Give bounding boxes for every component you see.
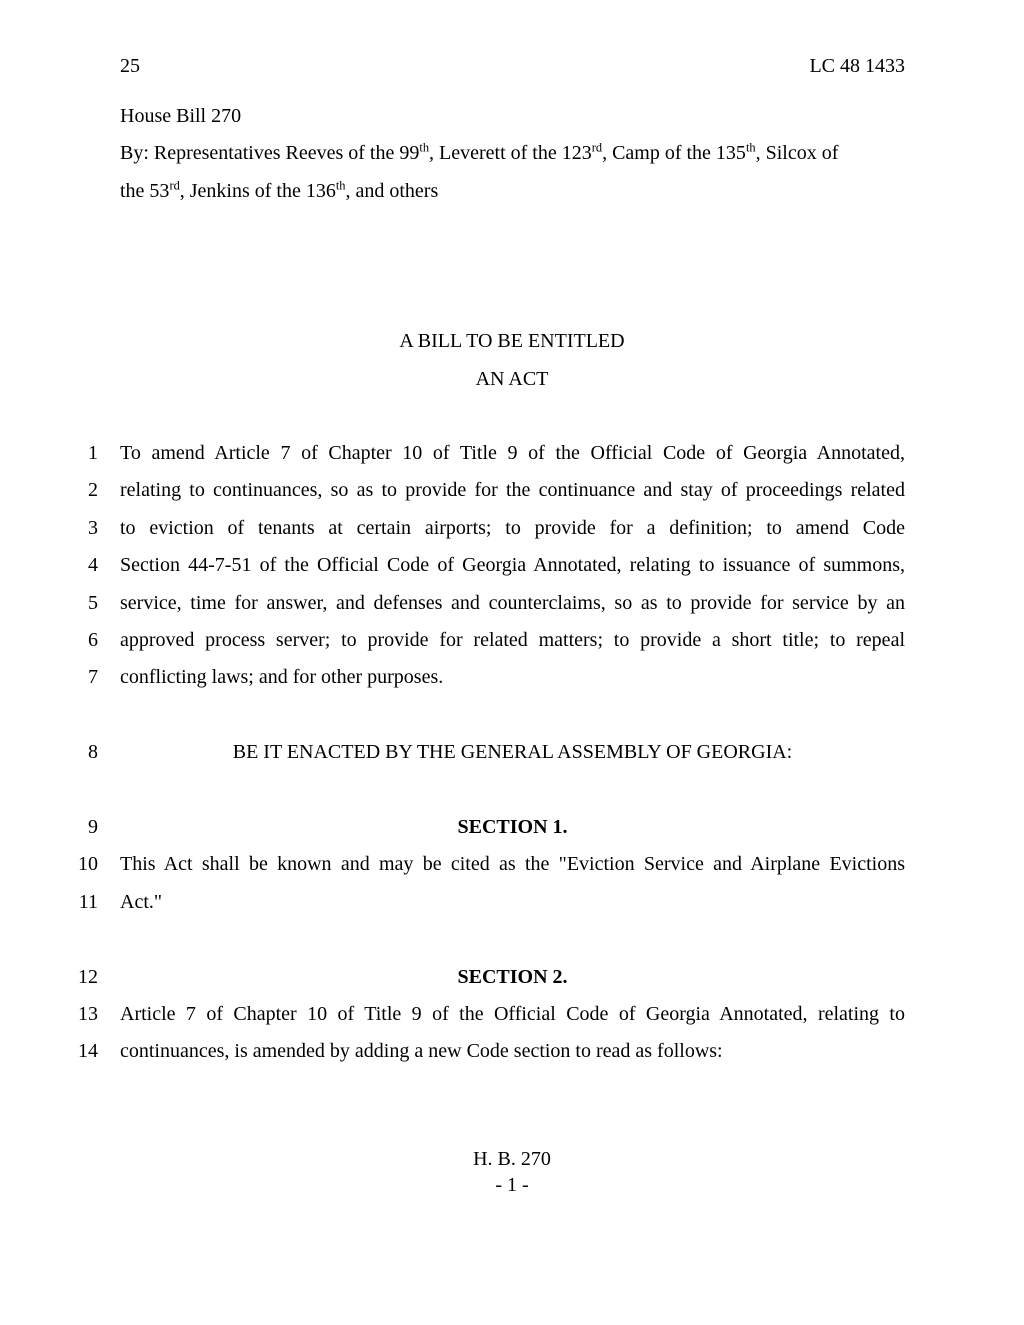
- line-text: Article 7 of Chapter 10 of Title 9 of the Official Code of Georgia Annotated, relating to: [120, 1003, 905, 1026]
- bill-line-row: [0, 547, 1024, 584]
- sponsors-byline: [120, 135, 920, 210]
- byline-line: [120, 135, 920, 172]
- line-number: 11: [78, 890, 98, 913]
- footer-page-marker: - 1 -: [495, 1173, 529, 1196]
- bill-line-row: [0, 959, 1024, 996]
- ordinal-superscript: rd: [591, 140, 603, 155]
- ordinal-superscript: th: [335, 178, 346, 193]
- entitled-heading: A BILL TO BE ENTITLED: [399, 330, 625, 353]
- line-text: Section 44-7-51 of the Official Code of Georgia Annotated, relating to issuance of summons,: [120, 554, 905, 577]
- ordinal-superscript: th: [419, 140, 430, 155]
- page-number: 25: [120, 55, 140, 77]
- doc-code: LC 48 1433: [809, 55, 905, 77]
- line-number: 1: [88, 442, 98, 465]
- bill-line-row: [0, 884, 1024, 921]
- byline-text: By: Representatives Reeves of the 99: [120, 142, 420, 165]
- bill-line-row: [0, 622, 1024, 659]
- line-number: 10: [78, 853, 98, 876]
- line-number: 9: [88, 816, 98, 839]
- line-number: 4: [88, 554, 98, 577]
- bill-title: House Bill 270: [120, 105, 242, 127]
- line-number: 12: [78, 965, 98, 988]
- section-heading: SECTION 2.: [457, 965, 568, 988]
- ordinal-superscript: th: [745, 140, 756, 155]
- bill-line-row: [0, 996, 1024, 1033]
- line-text: Act.": [120, 890, 163, 913]
- line-text: This Act shall be known and may be cited as the "Eviction Service and Airplane Evictions: [120, 853, 905, 876]
- line-number: 5: [88, 591, 98, 614]
- line-text: conflicting laws; and for other purposes.: [120, 666, 444, 689]
- byline-text: , Silcox of: [755, 142, 839, 165]
- byline-text: , Leverett of the 123: [429, 142, 592, 165]
- bill-line-row: [0, 809, 1024, 846]
- act-heading: AN ACT: [475, 367, 549, 390]
- bill-line-row: [0, 1033, 1024, 1070]
- byline-text: , Jenkins of the 136: [179, 179, 336, 202]
- line-number: 6: [88, 629, 98, 652]
- document-footer: [0, 1146, 1024, 1198]
- byline-text: , and others: [345, 179, 439, 202]
- line-text: service, time for answer, and defenses and counterclaims, so as to provide for service by an: [120, 591, 905, 614]
- bill-line-row: [0, 585, 1024, 622]
- line-text: continuances, is amended by adding a new Code section to read as follows:: [120, 1040, 723, 1063]
- line-number: 13: [78, 1003, 98, 1026]
- line-number: 3: [88, 516, 98, 539]
- line-number: 7: [88, 666, 98, 689]
- bill-line-row: [0, 734, 1024, 771]
- bill-line-row: [0, 472, 1024, 509]
- bill-line-row: [0, 435, 1024, 472]
- line-number: 14: [78, 1040, 98, 1063]
- line-text: BE IT ENACTED BY THE GENERAL ASSEMBLY OF GEORGIA:: [232, 741, 793, 764]
- byline-text: , Camp of the 135: [602, 142, 746, 165]
- bill-line-row: [0, 846, 1024, 883]
- section-heading: SECTION 1.: [457, 816, 568, 839]
- line-text: to eviction of tenants at certain airports; to provide for a definition; to amend Code: [120, 516, 905, 539]
- line-text: To amend Article 7 of Chapter 10 of Title 9 of the Official Code of Georgia Annotated,: [120, 442, 905, 465]
- byline-line: [120, 173, 920, 210]
- line-number: 2: [88, 479, 98, 502]
- document-header: [120, 52, 905, 80]
- line-text: relating to continuances, so as to provide for the continuance and stay of proceedings related: [120, 479, 905, 502]
- line-text: approved process server; to provide for related matters; to provide a short title; to repeal: [120, 629, 905, 652]
- ordinal-superscript: rd: [169, 178, 180, 193]
- footer-bill-number: H. B. 270: [473, 1147, 551, 1170]
- bill-line-row: [0, 510, 1024, 547]
- bill-line-row: [0, 659, 1024, 696]
- byline-text: the 53: [120, 179, 170, 202]
- line-number: 8: [88, 741, 98, 764]
- numbered-body-lines: [0, 435, 1024, 1071]
